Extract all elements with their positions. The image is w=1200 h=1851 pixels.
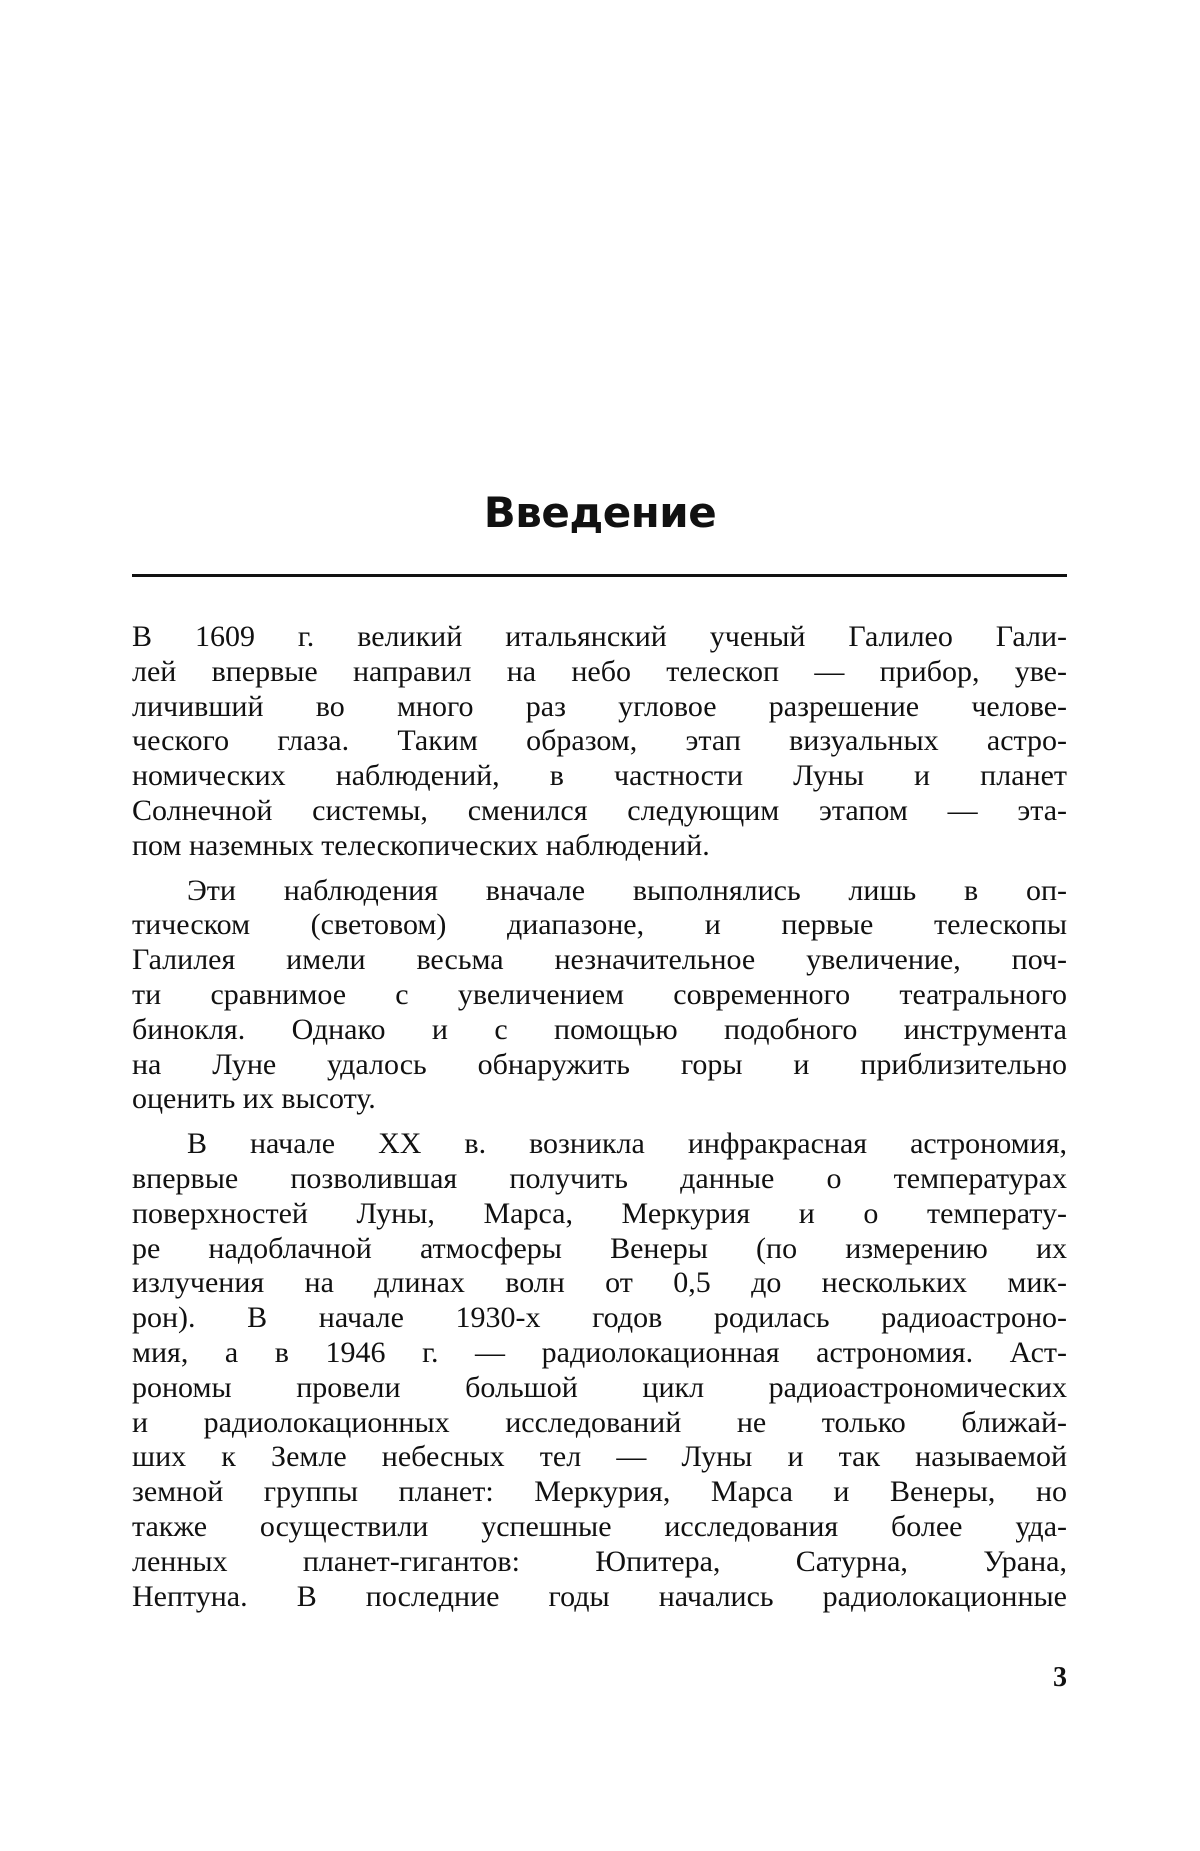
text-line: лей впервые направил на небо телескоп — прибор, уве- bbox=[132, 654, 1067, 688]
text-line: личивший во много раз угловое разрешение челове- bbox=[132, 689, 1067, 723]
text-line: впервые позволившая получить данные о температурах bbox=[132, 1161, 1067, 1195]
text-line: В 1609 г. великий итальянский ученый Галилео Гали- bbox=[132, 620, 1067, 653]
text-line: Солнечной системы, сменился следующим этапом — эта- bbox=[132, 793, 1067, 827]
text-line: В начале XX в. возникла инфракрасная астрономия, bbox=[187, 1127, 1067, 1161]
text-line: пом наземных телескопических наблюдений. bbox=[132, 828, 710, 862]
text-line: Нептуна. В последние годы начались радиолокационные bbox=[132, 1579, 1067, 1613]
text-line: бинокля. Однако и с помощью подобного инструмента bbox=[132, 1012, 1067, 1046]
text-line: ческого глаза. Таким образом, этап визуальных астро- bbox=[132, 724, 1067, 758]
text-line: ре надоблачной атмосферы Венеры (по измерению их bbox=[132, 1231, 1067, 1265]
text-line: ленных планет-гигантов: Юпитера, Сатурна, Урана, bbox=[132, 1544, 1067, 1578]
text-line: рон). В начале 1930-х годов родилась радиоастроно- bbox=[132, 1301, 1067, 1335]
text-line: и радиолокационных исследований не только ближай- bbox=[132, 1405, 1067, 1439]
heading-divider bbox=[132, 574, 1067, 577]
paragraph-3 bbox=[132, 1127, 1067, 1614]
text-line: на Луне удалось обнаружить горы и приблизительно bbox=[132, 1047, 1067, 1081]
text-line: излучения на длинах волн от 0,5 до нескольких мик- bbox=[132, 1266, 1067, 1300]
text-line: ти сравнимое с увеличением современного театрального bbox=[132, 977, 1067, 1011]
text-line: тическом (световом) диапазоне, и первые телескопы bbox=[132, 908, 1067, 942]
text-line: Эти наблюдения вначале выполнялись лишь в оп- bbox=[187, 873, 1067, 907]
text-line: Галилея имели весьма незначительное увеличение, поч- bbox=[132, 943, 1067, 977]
text-line: рономы провели большой цикл радиоастрономических bbox=[132, 1370, 1067, 1404]
text-line: поверхностей Луны, Марса, Меркурия и о температу- bbox=[132, 1196, 1067, 1230]
text-line: номических наблюдений, в частности Луны и планет bbox=[132, 759, 1067, 793]
text-line: оценить их высоту. bbox=[132, 1082, 376, 1116]
paragraph-1 bbox=[132, 620, 1067, 864]
text-line: мия, а в 1946 г. — радиолокационная астрономия. Аст- bbox=[132, 1335, 1067, 1369]
text-line: ших к Земле небесных тел — Луны и так называемой bbox=[132, 1440, 1067, 1474]
paragraph-2 bbox=[132, 874, 1067, 1118]
body-text bbox=[132, 620, 1067, 1624]
text-line: также осуществили успешные исследования более уда- bbox=[132, 1509, 1067, 1543]
chapter-heading: Введение bbox=[483, 488, 717, 537]
page-number: 3 bbox=[1053, 1662, 1067, 1693]
text-line: земной группы планет: Меркурия, Марса и Венеры, но bbox=[132, 1475, 1067, 1509]
